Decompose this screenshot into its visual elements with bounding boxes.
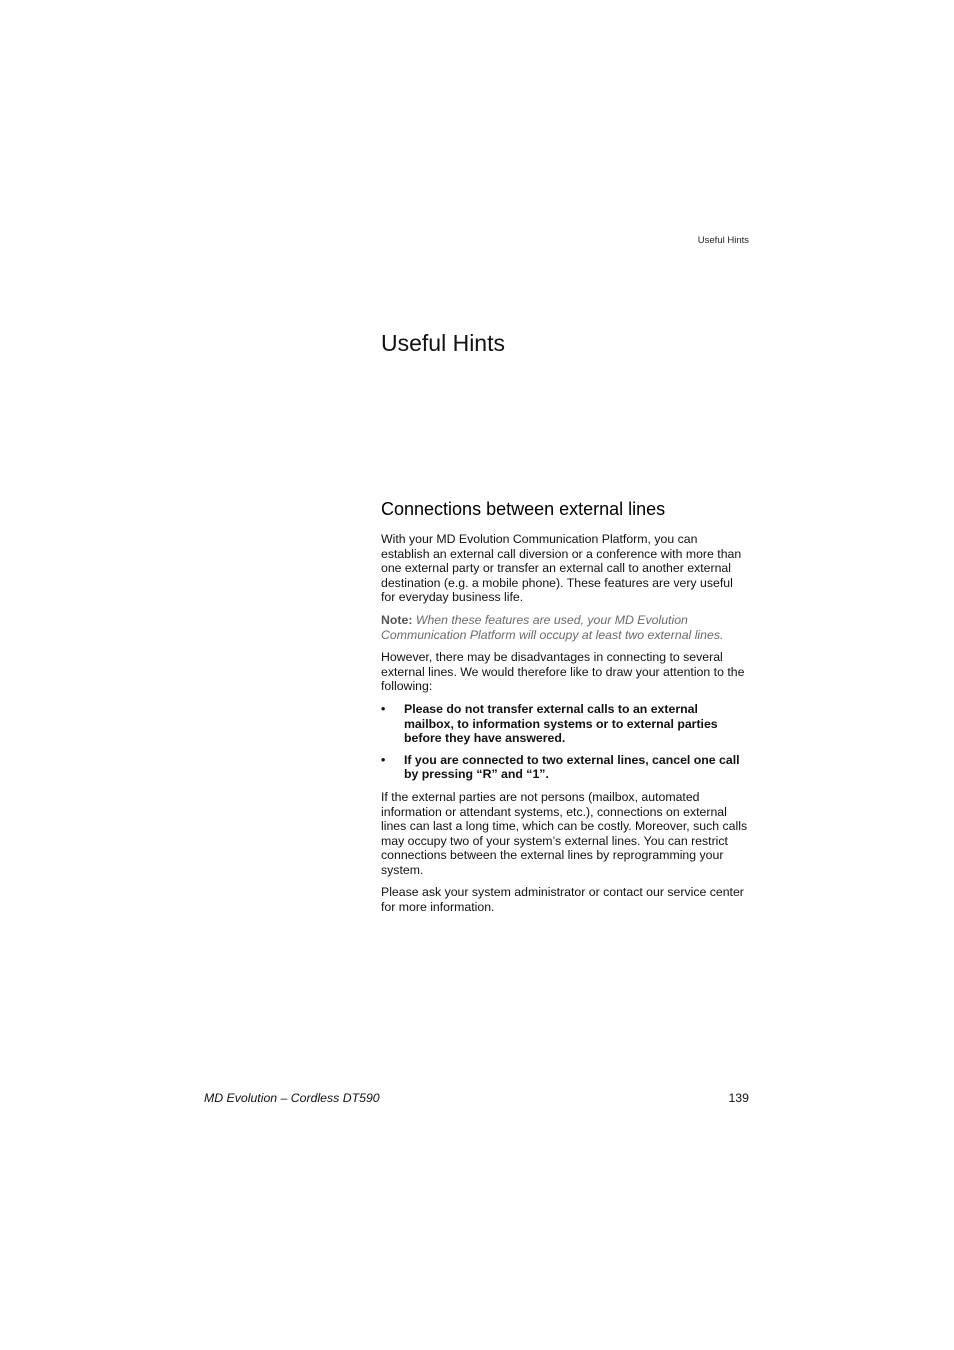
page-number: 139 [728, 1091, 749, 1105]
note-label: Note: [381, 612, 413, 627]
footer-doc-title: MD Evolution – Cordless DT590 [204, 1091, 380, 1105]
list-item [381, 753, 749, 782]
note-block [381, 613, 749, 642]
bullet-marker: • [381, 752, 386, 767]
however-paragraph: However, there may be disadvantages in connecting to several external lines. We would therefore like to draw your attention to the following: [381, 650, 745, 694]
bullet-marker: • [381, 701, 386, 716]
section-body [381, 532, 749, 923]
chapter-title: Useful Hints [381, 330, 505, 356]
list-item-text: Please do not transfer external calls to an external mailbox, to information systems or to external parties before they have answered. [404, 701, 718, 746]
warning-list [381, 702, 749, 782]
list-item-text: If you are connected to two external lines, cancel one call by pressing “R” and “1”. [404, 752, 740, 782]
contact-paragraph: Please ask your system administrator or contact our service center for more information. [381, 885, 744, 915]
section-title: Connections between external lines [381, 499, 666, 519]
note-text: When these features are used, your MD Evolution Communication Platform will occupy at least two external lines. [381, 612, 724, 642]
running-header: Useful Hints [697, 235, 749, 246]
list-item [381, 702, 749, 746]
explanation-paragraph: If the external parties are not persons (mailbox, automated information or attendant systems, etc.), connections on external lines can last a long time, which can be costly. Moreover, such calls may occupy two of your system’s external lines. You can restrict connections between the external lines by reprogramming your system. [381, 789, 748, 877]
intro-paragraph: With your MD Evolution Communication Platform, you can establish an external call diversion or a conference with more than one external party or transfer an external call to another external destination (e.g. a mobile phone). These features are very useful for everyday business life. [381, 532, 742, 605]
